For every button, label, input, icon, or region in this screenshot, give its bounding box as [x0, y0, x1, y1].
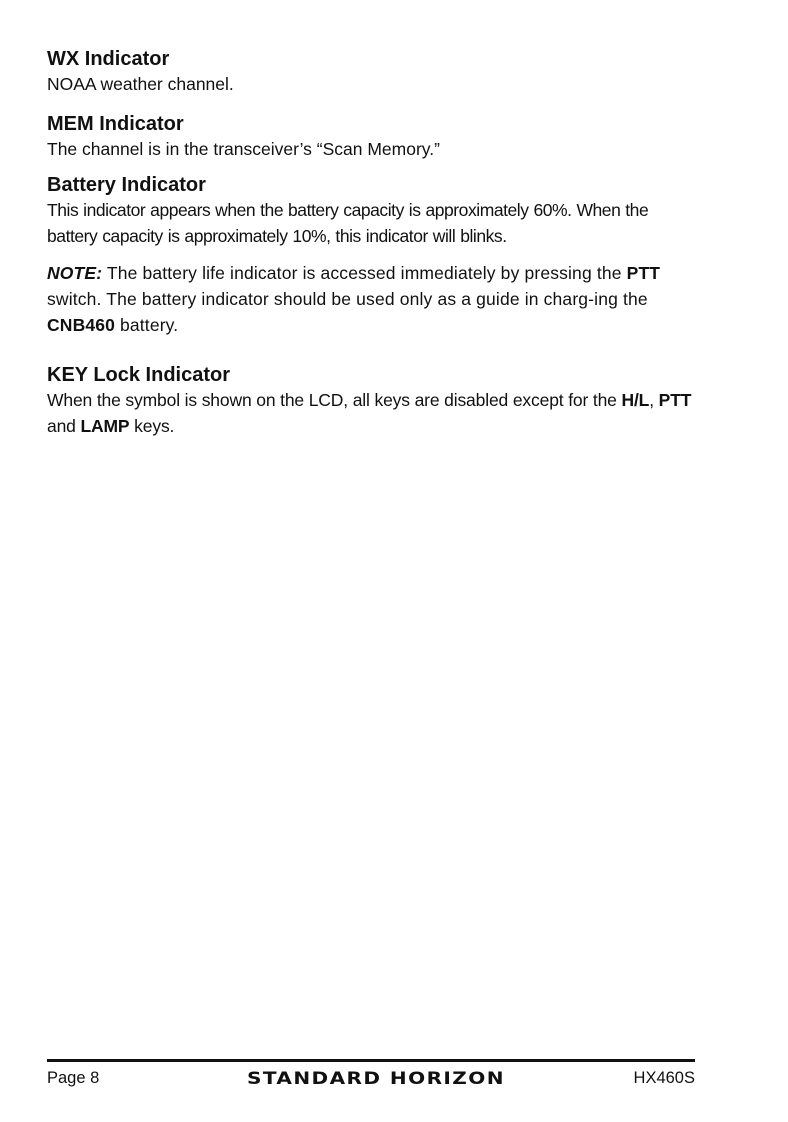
key-lock-text-2: keys. — [129, 416, 175, 436]
note-text-1: The battery life indicator is accessed immediately by pressing the — [102, 263, 627, 283]
brand-logo: STANDARD HORIZON — [247, 1069, 505, 1089]
section-key-lock-indicator — [47, 363, 697, 439]
note-ptt: PTT — [626, 263, 661, 283]
battery-indicator-text: This indicator appears when the battery capacity is approximately 60%. When the battery capacity is approximately 10%, this indicator will blinks. — [47, 200, 649, 246]
key-sep-1: , — [649, 390, 659, 410]
mem-indicator-text: The channel is in the transceiver’s “Scan Memory.” — [47, 139, 440, 159]
wx-indicator-heading: WX Indicator — [47, 48, 170, 70]
mem-indicator-heading: MEM Indicator — [47, 113, 184, 135]
key-hl: H/L — [621, 390, 650, 410]
model-number: HX460S — [633, 1069, 695, 1087]
key-lock-heading: KEY Lock Indicator — [47, 364, 231, 386]
key-lock-text — [47, 387, 697, 439]
section-mem-indicator — [47, 112, 697, 162]
page-footer — [47, 1067, 695, 1089]
section-wx-indicator — [47, 47, 697, 97]
battery-note — [47, 260, 697, 338]
key-lock-text-1: When the symbol is shown on the LCD, all keys are disabled except for the — [47, 390, 622, 410]
key-ptt: PTT — [658, 390, 692, 410]
wx-indicator-text: NOAA weather channel. — [47, 74, 234, 94]
page-number: Page 8 — [47, 1069, 100, 1087]
section-battery-indicator — [47, 173, 697, 249]
key-lamp: LAMP — [80, 416, 130, 436]
note-label: NOTE: — [47, 263, 103, 283]
battery-indicator-heading: Battery Indicator — [47, 174, 206, 196]
note-model: CNB460 — [47, 315, 116, 335]
page-content — [47, 46, 697, 439]
note-text-3: battery. — [115, 315, 179, 335]
footer-divider — [47, 1059, 695, 1062]
key-sep-2: and — [47, 416, 81, 436]
note-text-2: switch. The battery indicator should be used only as a guide in charg-ing the — [47, 289, 648, 309]
